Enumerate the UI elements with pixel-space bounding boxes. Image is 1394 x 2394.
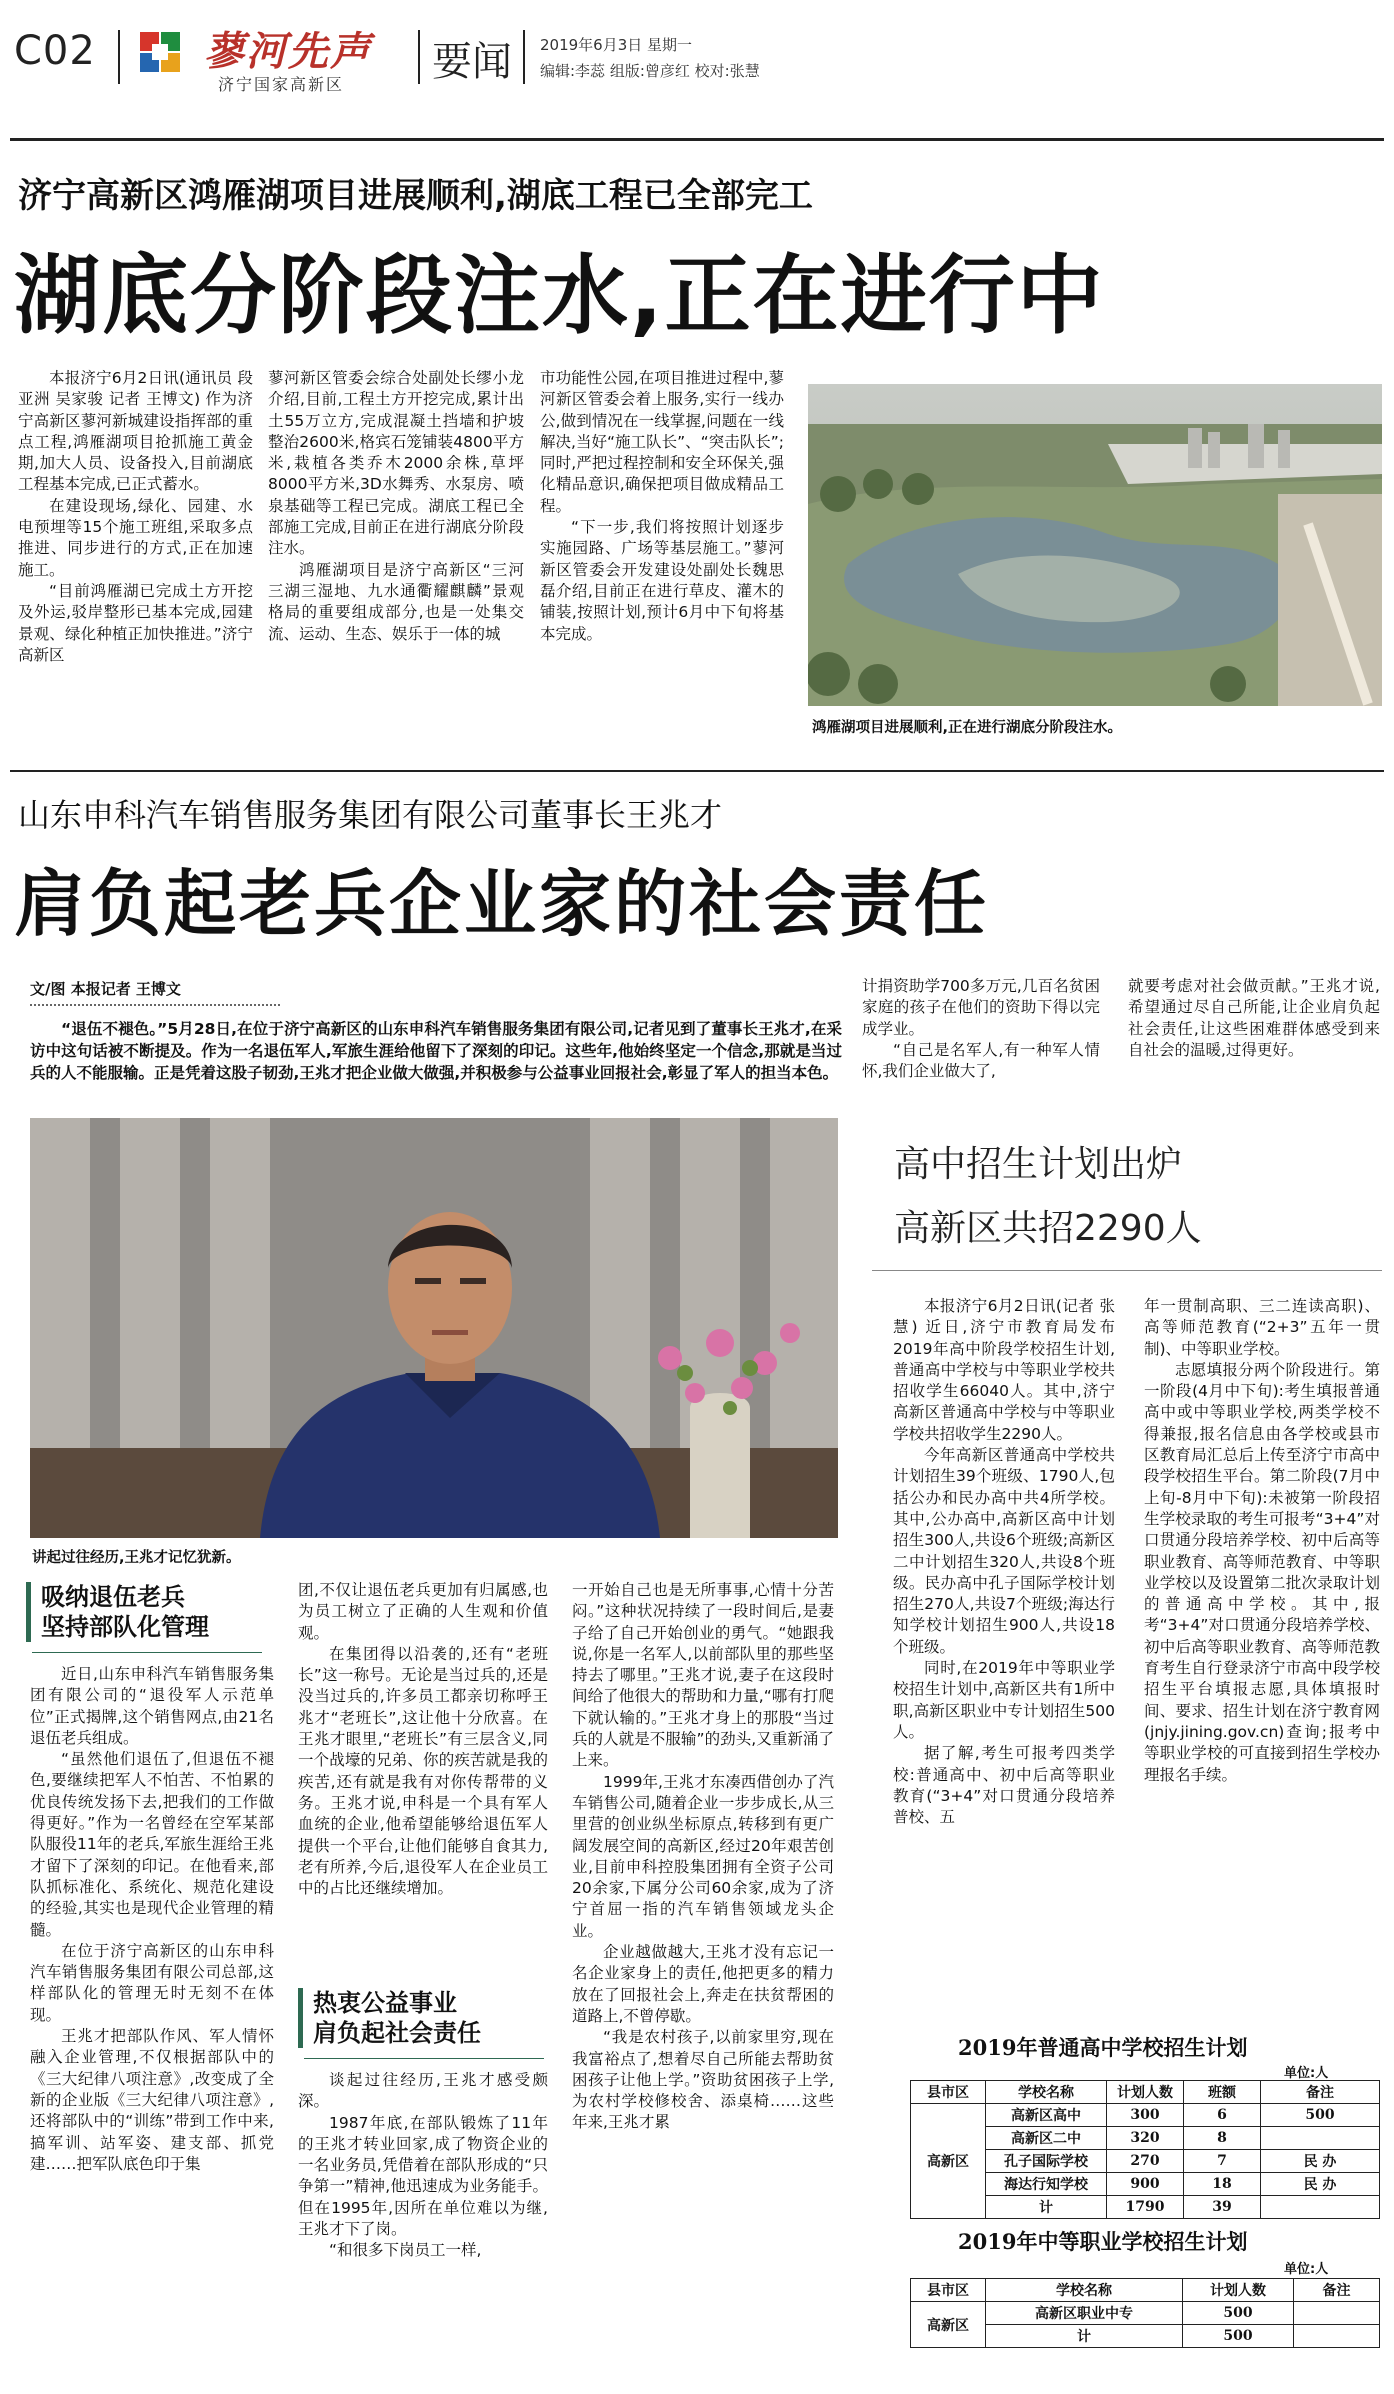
paragraph: 在集团得以沿袭的,还有“老班长”这一称号。无论是当过兵的,还是没当过兵的,许多员工都亲切称呼王兆才“老班长”,这让他十分欣喜。在王兆才眼里,“老班长”有三层含义,同一个战壕的兄弟、你的疾苦就是我的疾苦,还有就是我有对你传帮带的义务。王兆才说,申科是一个具有军人血统的企业,他希望能够给退伍军人提供一个平台,让他们能够自食其力,老有所养,今后,退役军人在企业员工中的占比还继续增加。 [298,1644,548,1898]
story2-column-b1 [298,1580,548,1899]
header-cell: 县市区 [911,2081,986,2104]
story2-right-column-2 [1128,976,1380,1061]
story2-column-a [30,1664,274,2175]
cell: 民 办 [1261,2173,1380,2196]
cell: 7 [1184,2150,1261,2173]
header-cell: 学校名称 [986,2081,1107,2104]
paragraph: 今年高新区普通高中学校共计划招生39个班级、1790人,包括公办和民办高中共4所学校。其中,公办高中,高新区高中计划招生300人,共设6个班级;高新区二中计划招生320人,共设8个班级。民办高中孔子国际学校计划招生270人,共设7个班级;海达行知学校计划招生900人,共设18个班级。 [893,1446,1115,1656]
paper-logo-icon [138,30,182,74]
cell: 320 [1107,2127,1184,2150]
paragraph: 本报济宁6月2日讯(通讯员 段亚洲 吴家骏 记者 王博文) 作为济宁高新区蓼河新城建设指挥部的重点工程,鸿雁湖项目抢抓施工黄金期,加大人员、设备投入,目前湖底工程基本完成,已正式蓄水。 [18,369,253,494]
cell: 1790 [1107,2196,1184,2219]
paragraph: 在建设现场,绿化、园建、水电预埋等15个施工班组,采取多点推进、同步进行的方式,正在加速施工。 [18,496,253,579]
story3-column-1 [893,1296,1115,1828]
header-cell: 学校名称 [986,2279,1183,2302]
table-row [911,2104,1380,2127]
paragraph: 团,不仅让退伍老兵更加有归属感,也为员工树立了正确的人生观和价值观。 [298,1581,548,1642]
table-header-row [911,2279,1380,2302]
cell: 500 [1183,2325,1294,2348]
story2-byline: 文/图 本报记者 王博文 [30,980,181,998]
header-cell: 县市区 [911,2279,986,2302]
masthead-rule [10,138,1384,141]
subhead-line: 坚持部队化管理 [41,1613,209,1641]
story3-headline-line-2: 高新区共招2290人 [894,1208,1202,1249]
paragraph: 近日,山东申科汽车销售服务集团有限公司的“退役军人示范单位”正式揭牌,这个销售网点,由21名退伍老兵组成。 [30,1665,274,1747]
table-header-row [911,2081,1380,2104]
paragraph: 本报济宁6月2日讯(记者 张慧) 近日,济宁市教育局发布2019年高中阶段学校招生计划,普通高中学校与中等职业学校共招收学生66040人。其中,济宁高新区普通高中学校与中等职业学校共招收学生2290人。 [893,1297,1115,1443]
cell: 8 [1184,2127,1261,2150]
story2-column-b2 [298,2070,548,2262]
paragraph: 市功能性公园,在项目推进过程中,蓼河新区管委会着上服务,实行一线办公,做到情况在一线掌握,问题在一线解决,当好“施工队长”、“突击队长”;同时,严把过程控制和安全环保关,强化精品意识,确保把项目做成精品工程。 [540,369,784,515]
paragraph: 志愿填报分两个阶段进行。第一阶段(4月中下旬):考生填报普通高中或中等职业学校,两类学校不得兼报,报名信息由各学校或县市区教育局汇总后上传至济宁市高中段学校招生平台。第二阶段(7月中上旬-8月中下旬):未被第一阶段招生学校录取的考生可报考“3+4”对口贯通分段培养学校、初中后高等职业教育、高等师范教育、中等职业学校以及设置第二批次录取计划的普通高中学校。其中,报考“3+4”对口贯通分段培养学校、初中后高等职业教育、高等师范教育考生自行登录济宁市高中段学校招生平台填报志愿,具体填报时间、要求、招生计划在济宁教育网(jnjy.jining.gov.cn)查询;报考中等职业学校的可直接到招生学校办理报名手续。 [1144,1360,1380,1784]
subhead-line: 热衷公益事业 [313,1989,457,2017]
paragraph: 王兆才把部队作风、军人情怀融入企业管理,不仅根据部队中的《三大纪律八项注意》,改变成了全新的企业版《三大纪律八项注意》,还将部队中的“训练”带到工作中来,搞军训、站军姿、建支部、抓党建……把军队底色印于集 [30,2027,274,2173]
paragraph: 据了解,考生可报考四类学校:普通高中、初中后高等职业教育(“3+4”对口贯通分段培养普校、五 [893,1744,1115,1827]
lead-paragraph: “退伍不褪色。”5月28日,在位于济宁高新区的山东申科汽车销售服务集团有限公司,记者见到了董事长王兆才,在采访中这句话被不断提及。作为一名退伍军人,军旅生涯给他留下了深刻的印记。这些年,他始终坚定一个信念,那就是当过兵的人不能服输。正是凭着这股子韧劲,王兆才把企业做大做强,并积极参与公益事业回报社会,彰显了军人的担当本色。 [30,1020,842,1082]
table1-unit: 单位:人 [1284,2066,1329,2081]
paragraph: 在位于济宁高新区的山东申科汽车销售服务集团有限公司总部,这样部队化的管理无时无刻不在体现。 [30,1941,274,2024]
cell: 300 [1107,2104,1184,2127]
story2-column-c [572,1580,834,2134]
paragraph: “虽然他们退伍了,但退伍不褪色,要继续把军人不怕苦、不怕累的优良传统发扬下去,把我们的工作做得更好。”作为一名曾经在空军某部队服役11年的老兵,军旅生涯给王兆才留下了深刻的印记。在他看来,部队抓标准化、系统化、规范化建设的经验,其实也是现代企业管理的精髓。 [30,1750,274,1939]
paragraph: “自己是名军人,有一种军人情怀,我们企业做大了, [862,1040,1100,1081]
table2-unit: 单位:人 [1284,2262,1329,2277]
section-name: 要闻 [432,39,512,85]
cell: 民 办 [1261,2150,1380,2173]
story1-column-2 [268,368,524,645]
paragraph: 谈起过往经历,王兆才感受颇深。 [298,2071,548,2111]
paragraph: 蓼河新区管委会综合处副处长缪小龙介绍,目前,工程土方开挖完成,累计出土55万立方,完成混凝土挡墙和护坡整治2600米,格宾石笼铺装4800平方米,栽植各类乔木2000余株,草坪8000平方米,3D水舞秀、水泵房、喷泉基础等工程已完成。湖底工程已全部施工完成,目前正在进行湖底分阶段注水。 [268,369,524,558]
header-cell: 备注 [1261,2081,1380,2104]
paragraph: 就要考虑对社会做贡献。”王兆才说,希望通过尽自己所能,让企业肩负起社会责任,让这些困难群体感受到来自社会的温暖,过得更好。 [1128,977,1380,1059]
story2-kicker: 山东申科汽车销售服务集团有限公司董事长王兆才 [18,796,723,834]
cell: 高新区高中 [986,2104,1107,2127]
cell: 海达行知学校 [986,2173,1107,2196]
story1-headline: 湖底分阶段注水,正在进行中 [14,246,1105,346]
masthead-divider [418,30,420,84]
table2-title: 2019年中等职业学校招生计划 [958,2229,1248,2254]
cell: 270 [1107,2150,1184,2173]
paragraph: “目前鸿雁湖已完成土方开挖及外运,驳岸整形已基本完成,园建景观、绿化种植正加快推进。”济宁高新区 [18,581,253,664]
cell [1261,2127,1380,2150]
paragraph: “下一步,我们将按照计划逐步实施园路、广场等基层施工。”蓼河新区管委会开发建设处副处长魏思磊介绍,目前正在进行草皮、灌木的铺装,按照计划,预计6月中下旬将基本完成。 [540,518,784,643]
story2-photo-caption: 讲起过往经历,王兆才记忆犹新。 [32,1550,241,1566]
header-cell: 计划人数 [1183,2279,1294,2302]
story3-column-2 [1144,1296,1380,1786]
masthead-divider [523,30,525,84]
table1-title: 2019年普通高中学校招生计划 [958,2035,1248,2060]
paper-subtitle: 济宁国家高新区 [218,75,345,94]
paragraph: “我是农村孩子,以前家里穷,现在我富裕点了,想着尽自己所能去帮助贫困孩子让他上学。”资助贫困孩子上学,为农村学校修校舍、添桌椅……这些年来,王兆才累 [572,2028,834,2132]
story1-column-3 [540,368,784,645]
cell: 计 [986,2325,1183,2348]
story1-kicker: 济宁高新区鸿雁湖项目进展顺利,湖底工程已全部完工 [18,176,813,216]
cell: 500 [1261,2104,1380,2127]
story2-subhead-2 [298,1988,481,2048]
story2-headline: 肩负起老兵企业家的社会责任 [14,862,990,946]
table-row [911,2302,1380,2325]
cell [1294,2302,1380,2325]
region-cell: 高新区 [911,2302,986,2348]
cell: 39 [1184,2196,1261,2219]
cell: 500 [1183,2302,1294,2325]
header-cell: 班额 [1184,2081,1261,2104]
header-cell: 计划人数 [1107,2081,1184,2104]
region-cell: 高新区 [911,2104,986,2219]
paragraph: 企业越做越大,王兆才没有忘记一名企业家身上的责任,他把更多的精力放在了回报社会上,奔走在扶贫帮困的道路上,不曾停歇。 [572,1943,834,2025]
table1 [910,2080,1380,2219]
cell: 高新区二中 [986,2127,1107,2150]
section-rule [10,770,1384,772]
story1-photo-caption: 鸿雁湖项目进展顺利,正在进行湖底分阶段注水。 [812,720,1123,736]
date-line: 2019年6月3日 星期一 [540,36,693,54]
paragraph: 同时,在2019年中等职业学校招生计划中,高新区共有1所中职,高新区职业中专计划招生500人。 [893,1659,1115,1741]
header-cell: 备注 [1294,2279,1380,2302]
paragraph: “和很多下岗员工一样, [329,2241,482,2260]
paragraph: 年一贯制高职、三二连读高职)、高等师范教育(“2+3”五年一贯制)、中等职业学校。 [1144,1297,1380,1358]
paragraph: 计捐资助学700多万元,几百名贫困家庭的孩子在他们的资助下得以完成学业。 [862,977,1100,1038]
subhead-rule [304,2058,544,2059]
cell: 900 [1107,2173,1184,2196]
paragraph: 鸿雁湖项目是济宁高新区“三河三湖三湿地、九水通衢耀麒麟”景观格局的重要组成部分,也是一处集交流、运动、生态、娱乐于一体的城 [268,560,524,643]
paper-name: 蓼河先声 [204,28,372,75]
byline-dash [30,1004,280,1006]
masthead-divider [118,30,120,84]
cell: 孔子国际学校 [986,2150,1107,2173]
story2-right-column-1 [862,976,1100,1082]
editors-line: 编辑:李蕊 组版:曾彦红 校对:张慧 [540,62,760,80]
interview-photo [30,1118,838,1538]
story3-rule [872,1270,1382,1271]
cell: 18 [1184,2173,1261,2196]
cell: 计 [986,2196,1107,2219]
paragraph: 1999年,王兆才东凑西借创办了汽车销售公司,随着企业一步步成长,从三里营的创业纵坐标原点,转移到有更广阔发展空间的高新区,经过20年艰苦创业,目前申科控股集团拥有全资子公司20余家,下属分公司60余家,成为了济宁首屈一指的汽车销售领域龙头企业。 [572,1772,834,1940]
story3-headline-line-1: 高中招生计划出炉 [894,1144,1183,1185]
cell [1294,2325,1380,2348]
story2-lead [30,1018,842,1084]
lake-aerial-photo [808,384,1382,706]
paragraph: 一开始自己也是无所事事,心情十分苦闷。”这种状况持续了一段时间后,是妻子给了自己开始创业的勇气。“她跟我说,你是一名军人,以前部队里的那些坚持去了哪里。”王兆才说,妻子在这段时间给了他很大的帮助和力量,“哪有打爬下就认输的。”王兆才身上的那股“当过兵的人就是不服输”的劲头,又重新涌了上来。 [572,1581,834,1770]
subhead-line: 肩负起社会责任 [313,2019,481,2047]
cell [1261,2196,1380,2219]
table2 [910,2278,1380,2348]
subhead-rule [32,1652,262,1653]
story2-subhead-1 [26,1582,209,1642]
paragraph: 1987年底,在部队锻炼了11年的王兆才转业回家,成了物资企业的一名业务员,凭借着在部队形成的“只争第一”精神,他迅速成为业务能手。但在1995年,因所在单位难以为继,王兆才下了岗。 [298,2113,548,2239]
page-number: C02 [14,28,96,74]
cell: 6 [1184,2104,1261,2127]
story1-column-1 [18,368,253,666]
cell: 高新区职业中专 [986,2302,1183,2325]
subhead-line: 吸纳退伍老兵 [41,1583,185,1611]
